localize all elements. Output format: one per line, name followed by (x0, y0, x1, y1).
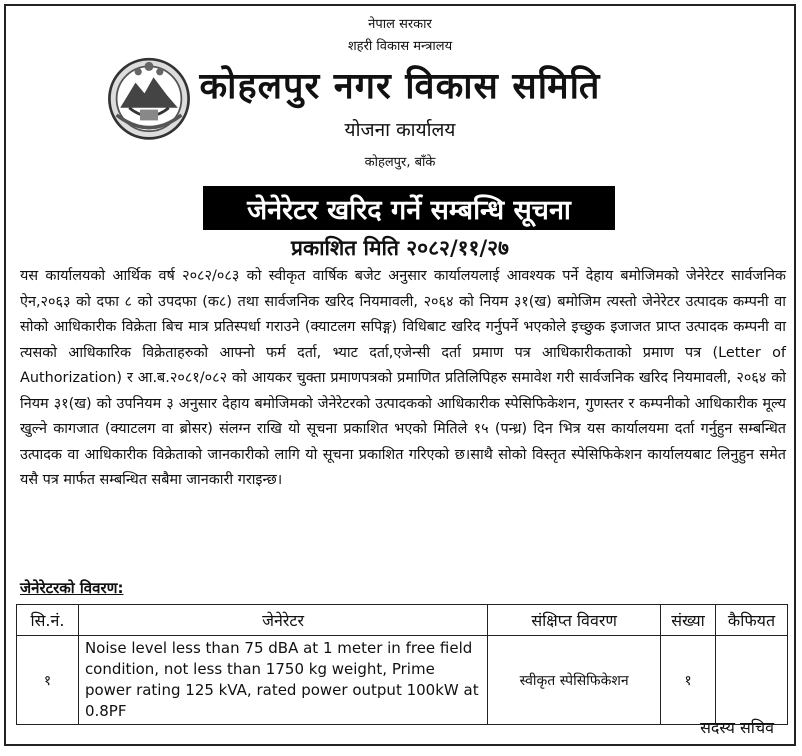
remarks-cell (716, 636, 788, 725)
column-header: जेनेरेटर (78, 605, 487, 636)
office-name: कोहलपुर नगर विकास समिति (199, 66, 601, 107)
notice-page (4, 4, 796, 746)
ministry-name: शहरी विकास मन्त्रालय (347, 39, 453, 54)
signature-title: सदस्य सचिव (700, 718, 774, 737)
table-row (17, 636, 788, 725)
office-address: कोहलपुर, बाँके (364, 155, 436, 170)
office-subunit: योजना कार्यालय (344, 119, 456, 141)
summary-cell: स्वीकृत स्पेसिफिकेशन (488, 636, 661, 725)
serial-number-cell: १ (17, 636, 79, 725)
column-header: संख्या (661, 605, 716, 636)
table-header-row (17, 605, 788, 636)
generator-spec-cell: Noise level less than 75 dBA at 1 meter in free field condition, not less than 1750 kg weight, Prime power rating 125 kVA, rated power output 100kW at 0.8PF (78, 636, 487, 725)
quantity-cell: १ (661, 636, 716, 725)
column-header: कैफियत (716, 605, 788, 636)
published-date: प्रकाशित मिति २०८२/११/२७ (291, 236, 509, 260)
details-label: जेनेरेटरको विवरण: (20, 579, 124, 597)
column-header: संक्षिप्त विवरण (488, 605, 661, 636)
notice-title: जेनेरेटर खरिद गर्ने सम्बन्धि सूचना (203, 186, 615, 230)
generator-table (16, 604, 788, 725)
notice-body: यस कार्यालयको आर्थिक वर्ष २०८२/०८३ को स्वीकृत वार्षिक बजेट अनुसार कार्यालयलाई आवश्यक पर्ने देहाय बमोजिमको जेनेरेटर सार्वजनिक ऐन,२०६३ को दफा ८ को उपदफा (क८) तथा सार्वजनिक खरिद नियमावली, २०६४ को नियम ३१(ख) बमोजिम त्यस्तो जेनेरेटर उत्पादक कम्पनी वा सोको आधिकारीक विक्रेता बिच मात्र प्रतिस्पर्धा गराउने (क्याटलग सपिङ्ग) विधिबाट खरिद गर्नुपर्ने भएकोले इच्छुक इजाजत प्राप्त उत्पादक कम्पनी वा त्यसको आधिकारिक विक्रेताहरुको आफ्नो फर्म दर्ता, भ्याट दर्ता,एजेन्सी दर्ता प्रमाण पत्र आधिकारीकताको प्रमाण पत्र (Letter of Authorization) र आ.ब.२०८१/०८२ को आयकर चुक्ता प्रमाणपत्रको प्रमाणित प्रतिलिपिहरु समावेश गरी सार्वजनिक खरिद नियमावली, २०६४ को नियम ३१(ख) को उपनियम ३ अनुसार देहाय बमोजिमको जेनेरेटरको उत्पादकको आधिकारीक स्पेसिफिकेशन, गुणस्तर र कम्पनीको आधिकारीक मूल्य खुल्ने कागजात (क्याटलग वा ब्रोसर) संलग्न राखि यो सूचना प्रकाशित भएको मितिले १५ (पन्ध्र) दिन भित्र यस कार्यालयमा दर्ता गर्नुहुन सम्बन्धित उत्पादक वा आधिकारीक विक्रेताको जानकारीको लागि यो सूचना प्रकाशित गरिएको छ।साथै सोको विस्तृत स्पेसिफिकेशन कार्यालयबाट लिनुहुन समेत यसै पत्र मार्फत सम्बन्धित सबैमा जानकारी गराइन्छ। (20, 268, 786, 488)
column-header: सि.नं. (17, 605, 79, 636)
government-name: नेपाल सरकार (368, 17, 432, 32)
